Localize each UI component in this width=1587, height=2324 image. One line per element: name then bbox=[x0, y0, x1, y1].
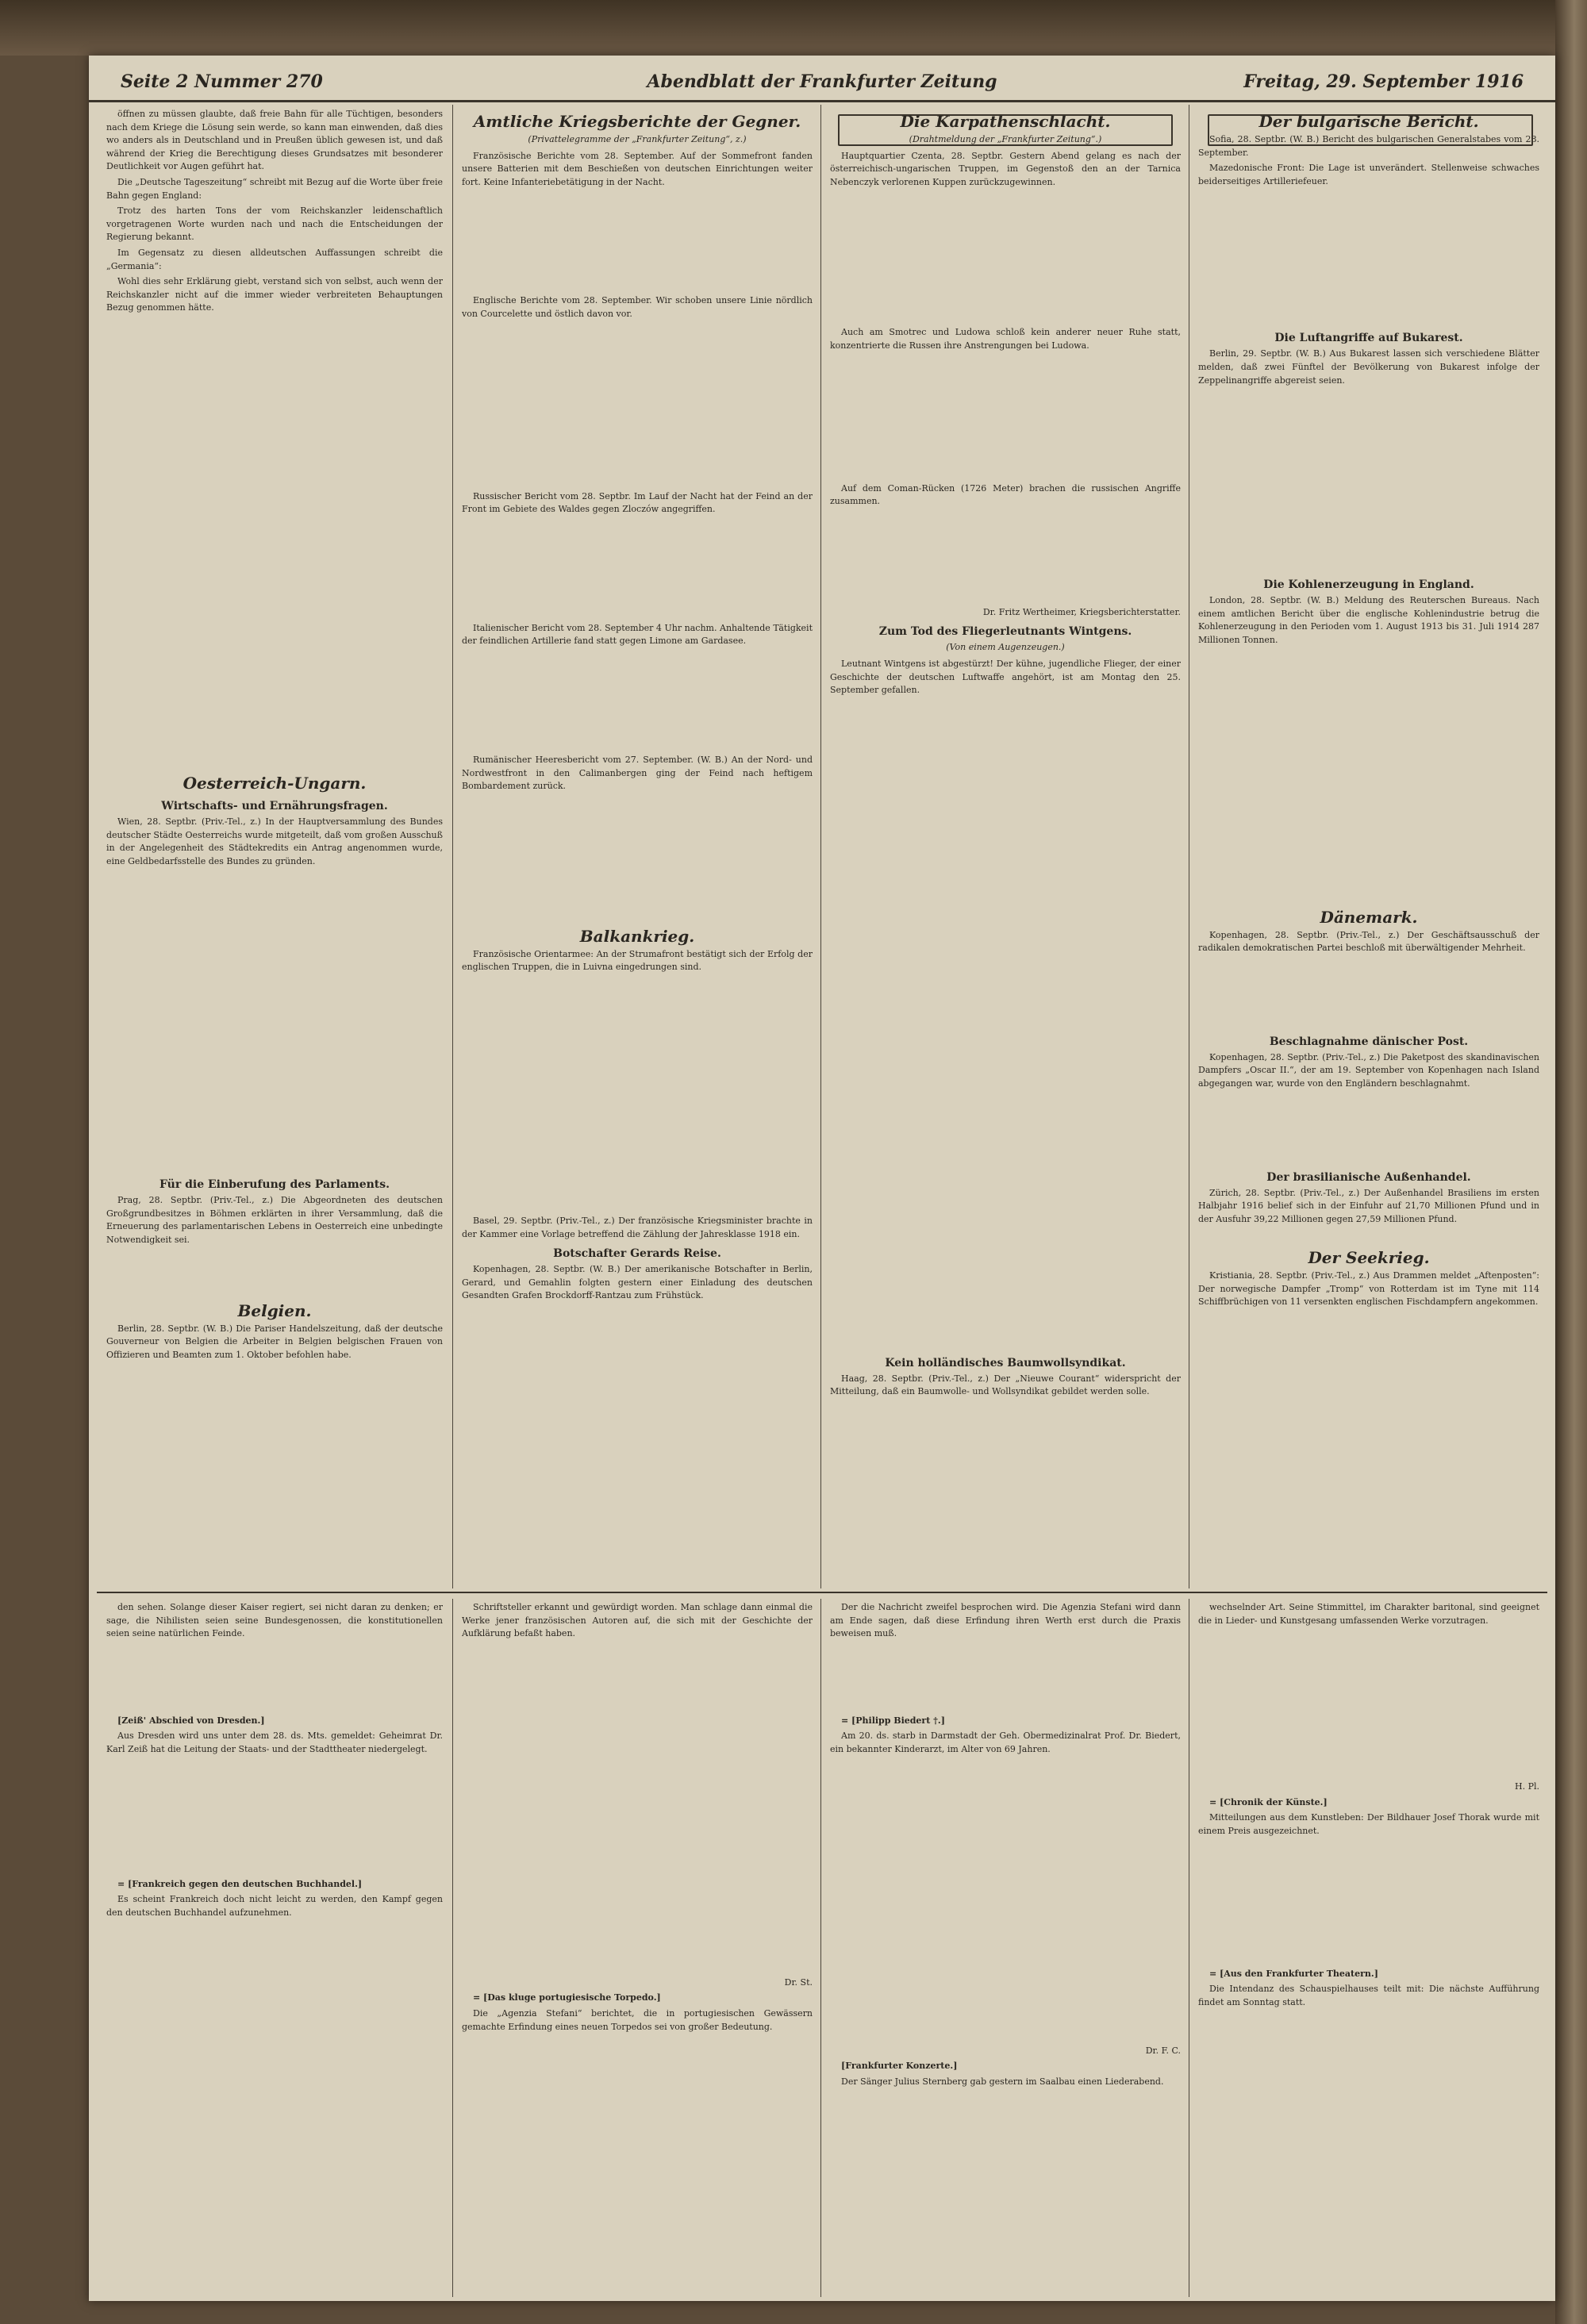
article-heading-war-reports: Amtliche Kriegsberichte der Gegner. bbox=[473, 112, 801, 131]
notice-heading: [Zeiß' Abschied von Dresden.] bbox=[117, 1715, 265, 1726]
article-heading-bulgarian: Der bulgarische Bericht. bbox=[1258, 112, 1479, 131]
text-block-spacer bbox=[106, 1250, 443, 1297]
text-block-spacer bbox=[1198, 190, 1539, 325]
column-2 bbox=[462, 108, 813, 1588]
article-text: Englische Berichte vom 28. September. Wir schoben unsere Linie nördlich von Courcelette und östlich davon vor. bbox=[462, 295, 813, 319]
feuilleton-rule bbox=[97, 1592, 1547, 1593]
article-text: Auf dem Coman-Rücken (1726 Meter) brachen die russischen Angriffe zusammen. bbox=[830, 482, 1181, 507]
article-text: Kopenhagen, 28. Septbr. (Priv.-Tel., z.) Die Paketpost des skandinavischen Dampfers „Oscar II.“, der am 19. September von Kopenhagen nach Island abgegangen war, wurde von den Engländern beschlagnahmt. bbox=[1198, 1051, 1539, 1089]
text-block-spacer bbox=[1198, 958, 1539, 1029]
article-text: Der die Nachricht zweifel besprochen wird. Die Agenzia Stefani wird dann am Ende sagen, daß diese Erfindung ihren Werth erst durch die Praxis beweisen muß. bbox=[830, 1602, 1181, 1639]
article-signature: Dr. Fritz Wertheimer, Kriegsberichterstatter. bbox=[982, 606, 1181, 617]
text-block-spacer bbox=[830, 1643, 1181, 1715]
article-text: Trotz des harten Tons der vom Reichskanzler leidenschaftlich vorgetragenen Worte wurden nach und nach die Entscheidungen der Regierung bekannt. bbox=[106, 206, 443, 243]
heading-frame bbox=[1208, 114, 1533, 146]
masthead bbox=[89, 56, 1555, 102]
article-heading-carpathians: Die Karpathenschlacht. bbox=[900, 112, 1111, 131]
feuilleton-column-3 bbox=[830, 1601, 1181, 2293]
section-heading-denmark: Dänemark. bbox=[1320, 907, 1418, 927]
text-block-spacer bbox=[462, 191, 813, 294]
article-heading-coal: Die Kohlenerzeugung in England. bbox=[1263, 578, 1474, 592]
column-rule bbox=[452, 105, 453, 1588]
article-text: Leutnant Wintgens ist abgestürzt! Der kühne, jugendliche Flieger, der einer Geschichte der deutschen Luftwaffe angehört, ist am Montag den 25. September gefallen. bbox=[830, 658, 1181, 696]
article-text: Prag, 28. Septbr. (Priv.-Tel., z.) Die Abgeordneten des deutschen Großgrundbesitzes in Böhmen erklärten in ihrer Versammlung, daß die Erneuerung des parlamentarischen Lebens in Oesterreich eine unbedingte Notwendigkeit sei. bbox=[106, 1195, 443, 1246]
article-text: Russischer Bericht vom 28. Septbr. Im Lauf der Nacht hat der Feind an der Front im Gebiete des Waldes gegen Zloczów angegriffen. bbox=[462, 490, 813, 515]
scan-background-top bbox=[0, 0, 1587, 56]
article-text: Die „Deutsche Tageszeitung“ schreibt mit Bezug auf die Worte über freie Bahn gegen England: bbox=[106, 176, 443, 201]
notice-heading: [Frankfurter Konzerte.] bbox=[841, 2061, 958, 2072]
article-text: Sofia, 28. Septbr. (W. B.) Bericht des bulgarischen Generalstabes vom 28. September. bbox=[1198, 134, 1539, 158]
article-text: Hauptquartier Czenta, 28. Septbr. Gestern Abend gelang es nach der österreichisch-ungarischen Truppen, im Gegenstoß den an der Tarnica Nebenczyk verlorenen Kuppen zurückzugewinnen. bbox=[830, 150, 1181, 187]
article-text: Die Intendanz des Schauspielhauses teilt mit: Die nächste Aufführung findet am Sonntag statt. bbox=[1198, 1984, 1539, 2007]
newspaper-page bbox=[89, 56, 1555, 2301]
article-text: Am 20. ds. starb in Darmstadt der Geh. Obermedizinalrat Prof. Dr. Biedert, ein bekannter Kinderarzt, im Alter von 69 Jahren. bbox=[830, 1731, 1181, 1754]
text-block-spacer bbox=[106, 317, 443, 770]
column-rule bbox=[820, 1599, 821, 2297]
scan-background-right bbox=[1555, 0, 1587, 2324]
article-heading-gerard: Botschafter Gerards Reise. bbox=[553, 1247, 721, 1261]
article-text: London, 28. Septbr. (W. B.) Meldung des Reuterschen Bureaus. Nach einem amtlichen Bericht über die englische Kohlenindustrie betrug die Kohlenerzeugung in den Perioden vom 1. August 1913 bis 31. Juli 1914 287 Millionen Tonnen. bbox=[1198, 595, 1539, 645]
article-text: Italienischer Bericht vom 28. September 4 Uhr nachm. Anhaltende Tätigkeit der feindlichen Artillerie fand statt gegen Limone am Gardasee. bbox=[462, 622, 813, 647]
article-text: Mazedonische Front: Die Lage ist unverändert. Stellenweise schwaches beiderseitiges Artilleriefeuer. bbox=[1198, 163, 1539, 186]
article-text: Französische Orientarmee: An der Strumafront bestätigt sich der Erfolg der englischen Truppen, die in Luivna eingedrungen sind. bbox=[462, 948, 813, 973]
notice-heading: = [Philipp Biedert †.] bbox=[841, 1715, 945, 1726]
article-text: Basel, 29. Septbr. (Priv.-Tel., z.) Der französische Kriegsminister brachte in der Kammer eine Vorlage betreffend die Zählung der Jahresklasse 1918 ein. bbox=[462, 1215, 813, 1239]
article-signature: H. Pl. bbox=[1514, 1781, 1539, 1792]
notice-heading: = [Das kluge portugiesische Torpedo.] bbox=[473, 1992, 661, 2003]
feuilleton-column-2 bbox=[462, 1601, 813, 2293]
article-text: Zürich, 28. Septbr. (Priv.-Tel., z.) Der Außenhandel Brasiliens im ersten Halbjahr 1916 belief sich in der Einfuhr auf 21,70 Millionen Pfund und in der Ausfuhr 39,22 Millionen gegen 27,59 Millionen Pfund. bbox=[1198, 1187, 1539, 1224]
column-rule bbox=[452, 1599, 453, 2297]
article-heading-syndicate: Kein holländisches Baumwollsyndikat. bbox=[885, 1356, 1126, 1369]
column-3 bbox=[830, 108, 1181, 1588]
article-source-note: (Von einem Augenzeugen.) bbox=[946, 642, 1065, 653]
section-heading-belgium: Belgien. bbox=[237, 1300, 312, 1320]
article-text: Kristiania, 28. Septbr. (Priv.-Tel., z.) Aus Drammen meldet „Aftenposten“: Der norwegische Dampfer „Tromp“ von Rotterdam ist im Tyne mit 114 Schiffbrüchigen von 11 versenkten englischen Fischdampfern angekommen. bbox=[1198, 1270, 1539, 1308]
article-text: öffnen zu müssen glaubte, daß freie Bahn für alle Tüchtigen, besonders nach dem Kriege die Lösung sein werde, so kann man einwenden, daß dies wo anders als in Deutschland und in Preußen üblich gewesen ist, und daß während der Krieg die Berechtigung dieses Grundsatzes mit besonderer Deutlichkeit vor Augen geführt hat. bbox=[106, 109, 443, 172]
article-text: wechselnder Art. Seine Stimmittel, im Charakter baritonal, sind geeignet die in Lieder- und Kunstgesang umfassenden Werke vorzutragen. bbox=[1198, 1602, 1539, 1626]
notice-heading: = [Chronik der Künste.] bbox=[1209, 1796, 1328, 1807]
feuilleton-column-4 bbox=[1198, 1601, 1539, 2293]
text-block-spacer bbox=[462, 796, 813, 923]
text-block-spacer bbox=[462, 977, 813, 1215]
subheading-economy: Wirtschafts- und Ernährungsfragen. bbox=[161, 799, 388, 812]
article-text: Berlin, 29. Septbr. (W. B.) Aus Bukarest lassen sich verschiedene Blätter melden, daß zwei Fünftel der Bevölkerung von Bukarest infolge der Zeppelinangriffe abgereist seien. bbox=[1198, 348, 1539, 386]
text-block-spacer bbox=[462, 1643, 813, 1976]
article-text: Französische Berichte vom 28. September. Auf der Sommefront fanden unsere Batterien mit dem Beschießen von deutschen Einrichtungen weiter fort. Keine Infanteriebetätigung in der Nacht. bbox=[462, 150, 813, 187]
article-signature: Dr. St. bbox=[784, 1976, 813, 1988]
text-block-spacer bbox=[830, 1759, 1181, 2045]
column-4 bbox=[1198, 108, 1539, 1588]
text-block-spacer bbox=[1198, 390, 1539, 572]
article-text: Im Gegensatz zu diesen alldeutschen Auffassungen schreibt die „Germania“: bbox=[106, 247, 443, 271]
text-block-spacer bbox=[830, 700, 1181, 1350]
article-text: Wien, 28. Septbr. (Priv.-Tel., z.) In der Hauptversammlung des Bundes deutscher Städte Oesterreichs wurde mitgeteilt, daß vom großen Ausschuß in der Angelegenheit des Städtekredits ein Antrag angenommen wurde, eine Geldbedarfsstelle des Bundes zu gründen. bbox=[106, 816, 443, 866]
text-block-spacer bbox=[462, 324, 813, 490]
article-text: Mitteilungen aus dem Kunstleben: Der Bildhauer Josef Thorak wurde mit einem Preis ausgezeichnet. bbox=[1198, 1812, 1539, 1836]
subheading-parliament: Für die Einberufung des Parlaments. bbox=[159, 1178, 390, 1192]
text-block-spacer bbox=[106, 1759, 443, 1878]
article-text: Es scheint Frankreich doch nicht leicht zu werden, den Kampf gegen den deutschen Buchhandel aufzunehmen. bbox=[106, 1894, 443, 1918]
article-heading-wintgens: Zum Tod des Fliegerleutnants Wintgens. bbox=[878, 625, 1132, 639]
article-text: Schriftsteller erkannt und gewürdigt worden. Man schlage dann einmal die Werke jener französischen Autoren auf, die sich mit der Geschichte der Aufklärung befaßt haben. bbox=[462, 1602, 813, 1639]
text-block-spacer bbox=[1198, 1841, 1539, 1968]
text-block-spacer bbox=[462, 519, 813, 622]
text-block-spacer bbox=[106, 1643, 443, 1715]
article-heading-brazil: Der brasilianische Außenhandel. bbox=[1266, 1170, 1471, 1184]
article-text: Kopenhagen, 28. Septbr. (W. B.) Der amerikanische Botschafter in Berlin, Gerard, und Gemahlin folgten gestern einer Einladung des deutschen Gesandten Grafen Brockdorff-Rantzau zum Frühstück. bbox=[462, 1264, 813, 1301]
column-rule bbox=[820, 105, 821, 1588]
notice-heading: = [Frankreich gegen den deutschen Buchhandel.] bbox=[117, 1878, 363, 1889]
text-block-spacer bbox=[462, 651, 813, 754]
feuilleton-column-1 bbox=[106, 1601, 443, 2293]
article-text: Die „Agenzia Stefani“ berichtet, die in portugiesischen Gewässern gemachte Erfindung eines neuen Torpedos sei von großer Bedeutung. bbox=[462, 2007, 813, 2032]
masthead-paper-title: Abendblatt der Frankfurter Zeitung bbox=[647, 71, 997, 92]
text-block-spacer bbox=[1198, 650, 1539, 904]
article-source-note: (Drahtmeldung der „Frankfurter Zeitung“.) bbox=[909, 134, 1102, 144]
section-heading-naval-war: Der Seekrieg. bbox=[1308, 1248, 1430, 1268]
article-text: Haag, 28. Septbr. (Priv.-Tel., z.) Der „Nieuwe Courant“ widerspricht der Mitteilung, daß ein Baumwolle- und Wollsyndikat gebildet werden solle. bbox=[830, 1373, 1181, 1397]
text-block-spacer bbox=[1198, 1630, 1539, 1780]
notice-heading: = [Aus den Frankfurter Theatern.] bbox=[1209, 1968, 1378, 1979]
article-signature: Dr. F. C. bbox=[1145, 2045, 1181, 2056]
article-text: Berlin, 28. Septbr. (W. B.) Die Pariser Handelszeitung, daß der deutsche Gouverneur von Belgien die Arbeiter in Belgien belgischen Frauen von Offizieren und Beamten zum 1. Oktober befohlen habe. bbox=[106, 1323, 443, 1360]
column-1 bbox=[106, 108, 443, 1588]
masthead-date: Freitag, 29. September 1916 bbox=[1243, 71, 1524, 92]
article-text: Wohl dies sehr Erklärung giebt, verstand sich von selbst, auch wenn der Reichskanzler nicht auf die immer wieder verbreiteten Behauptungen Bezug genommen hätte. bbox=[106, 276, 443, 313]
text-block-spacer bbox=[1198, 1228, 1539, 1244]
text-block-spacer bbox=[106, 870, 443, 1172]
article-text: Der Sänger Julius Sternberg gab gestern im Saalbau einen Liederabend. bbox=[841, 2076, 1164, 2087]
article-text: den sehen. Solange dieser Kaiser regiert, sei nicht daran zu denken; er sage, die Nihilisten seien seine Bundesgenossen, die konstitutionellen seien seine natürlichen Feinde. bbox=[106, 1602, 443, 1639]
article-text: Kopenhagen, 28. Septbr. (Priv.-Tel., z.) Der Geschäftsausschuß der radikalen demokratischen Partei beschloß mit überwältigender Mehrheit. bbox=[1198, 929, 1539, 954]
text-block-spacer bbox=[830, 191, 1181, 326]
article-text: Auch am Smotrec und Ludowa schloß kein anderer neuer Ruhe statt, konzentrierte die Russen ihre Anstrengungen bei Ludowa. bbox=[830, 327, 1181, 351]
article-heading-bukarest: Die Luftangriffe auf Bukarest. bbox=[1274, 332, 1463, 345]
masthead-page-number: Seite 2 Nummer 270 bbox=[121, 71, 323, 92]
section-heading-austria: Oesterreich-Ungarn. bbox=[183, 773, 367, 793]
article-text: Aus Dresden wird uns unter dem 28. ds. Mts. gemeldet: Geheimrat Dr. Karl Zeiß hat die Leitung der Staats- und der Stadttheater niedergelegt. bbox=[106, 1731, 443, 1754]
subheading-post: Beschlagnahme dänischer Post. bbox=[1269, 1035, 1469, 1048]
heading-frame bbox=[838, 114, 1173, 146]
article-text: Rumänischer Heeresbericht vom 27. September. (W. B.) An der Nord- und Nordwestfront in den Calimanbergen ging der Feind nach heftigem Bombardement zurück. bbox=[462, 754, 813, 792]
section-heading-balkan: Balkankrieg. bbox=[579, 926, 695, 946]
article-source-note: (Privattelegramme der „Frankfurter Zeitung“, z.) bbox=[528, 134, 747, 144]
text-block-spacer bbox=[830, 511, 1181, 606]
text-block-spacer bbox=[830, 355, 1181, 482]
text-block-spacer bbox=[1198, 1093, 1539, 1165]
